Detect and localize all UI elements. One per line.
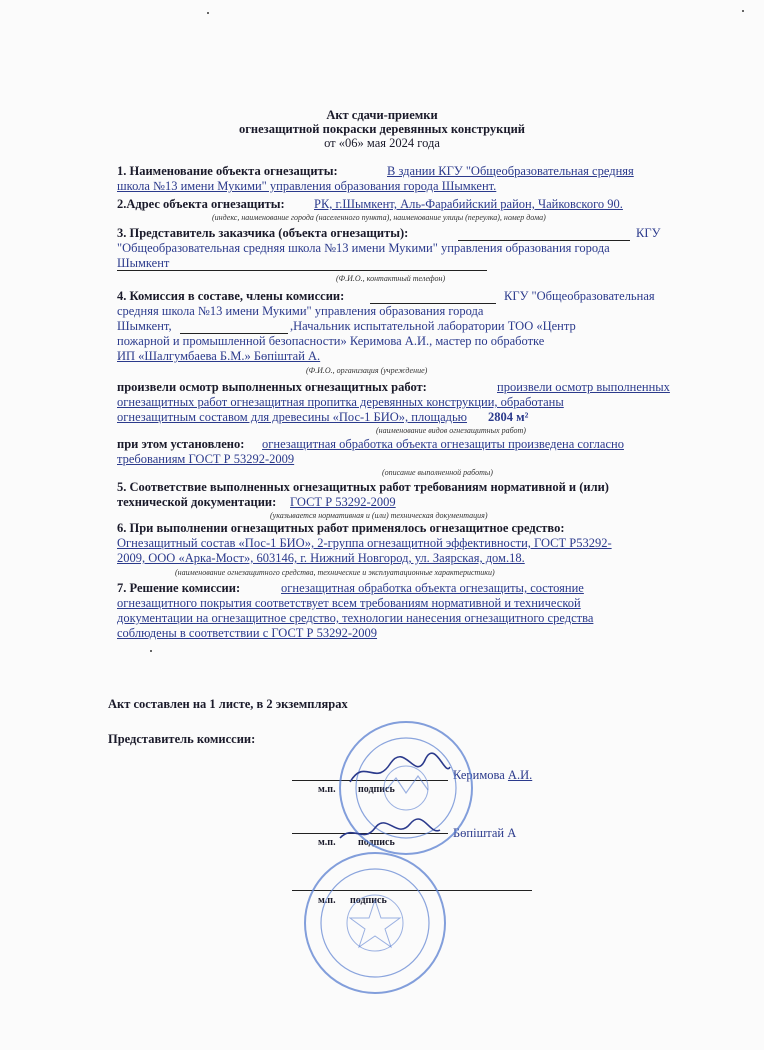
s6-note: (наименование огнезащитного средства, технические и эксплуатационные характеристики) — [175, 568, 495, 577]
s4-note: (Ф.И.О., организация (учреждение) — [306, 366, 428, 375]
inspect-value-1: произвели осмотр выполненных — [497, 380, 670, 394]
inspect-note: (наименование видов огнезащитных работ) — [376, 426, 526, 435]
inspect-label: произвели осмотр выполненных огнезащитных работ: — [117, 380, 427, 394]
s4-value-1: КГУ "Общеобразовательная — [504, 289, 655, 303]
s4-value-2: средняя школа №13 имени Мукими" управления образования города — [117, 304, 484, 318]
signer-2-mp: м.п. — [318, 837, 336, 848]
ip-stamp-seal — [300, 848, 450, 998]
signer-3-sig-label: подпись — [350, 895, 387, 906]
signature-1-icon — [345, 752, 455, 792]
s5-note: (указывается нормативная и (или) техническая документация) — [270, 511, 488, 520]
s5-label-2: технической документации: — [117, 495, 277, 509]
s1-value-2: школа №13 имени Мукими" управления образования города Шымкент. — [117, 179, 497, 193]
s3-value-2: "Общеобразовательная средняя школа №13 имени Мукими" управления образования города — [117, 241, 610, 255]
doc-subtitle: огнезащитной покраски деревянных конструкций — [239, 122, 525, 136]
s2-value: РК, г.Шымкент, Аль-Фарабийский район, Чайковского 90. — [314, 197, 623, 211]
signer-1-name-a: Керимова — [453, 768, 505, 782]
s4-value-5: ИП «Шалгумбаева Б.М.» Бөпiштай А. — [117, 349, 321, 363]
s3-label: 3. Представитель заказчика (объекта огнезащиты): — [117, 226, 409, 240]
signature-2-icon — [335, 814, 445, 848]
scan-speck — [742, 10, 744, 12]
copies-note: Акт составлен на 1 листе, в 2 экземплярах — [108, 697, 348, 711]
s3-value-1: КГУ — [636, 226, 661, 240]
found-note: (описание выполненной работы) — [382, 468, 493, 477]
s7-value-1: огнезащитная обработка объекта огнезащиты, состояние — [281, 581, 584, 595]
s4-value-4: пожарной и промышленной безопасности» Керимова А.И., мастер по обработке — [117, 334, 545, 348]
s4-label: 4. Комиссия в составе, члены комиссии: — [117, 289, 345, 303]
inspect-value-3: огнезащитным составом для древесины «Пос-1 БИО», площадью — [117, 410, 468, 424]
found-label: при этом установлено: — [117, 437, 245, 451]
scan-speck — [207, 12, 209, 14]
s2-note: (индекс, наименование города (населенного пункта), наименование улицы (переулка), номер дома) — [212, 213, 546, 222]
s7-value-3: документации на огнезащитное средство, технологии нанесения огнезащитного средства — [117, 611, 594, 625]
signer-1-mp: м.п. — [318, 784, 336, 795]
s6-label: 6. При выполнении огнезащитных работ применялось огнезащитное средство: — [117, 521, 565, 535]
doc-title: Акт сдачи-приемки — [326, 108, 438, 122]
s4-value-3a: Шымкент, — [117, 319, 172, 333]
signer-2-sig-label: подпись — [358, 837, 395, 848]
s3-underline — [117, 270, 487, 271]
signer-1-name-b: А.И. — [507, 768, 533, 782]
s4-value-3b: ,Начальник испытательной лаборатории ТОО «Центр — [290, 319, 576, 333]
rep-label: Представитель комиссии: — [108, 732, 256, 746]
s7-value-4: соблюдены в соответствии с ГОСТ Р 53292-2009 — [117, 626, 378, 640]
s3-value-3: Шымкент — [117, 256, 170, 270]
s1-label: 1. Наименование объекта огнезащиты: — [117, 164, 338, 178]
found-value-2: требованиям ГОСТ Р 53292-2009 — [117, 452, 295, 466]
s7-label: 7. Решение комиссии: — [117, 581, 241, 595]
signer-2-name: Бөпiштай А — [453, 826, 517, 840]
s3-note: (Ф.И.О., контактный телефон) — [336, 274, 446, 283]
doc-date: от «06» мая 2024 года — [324, 136, 440, 150]
signer-1-sig-label: подпись — [358, 784, 395, 795]
s5-label-1: 5. Соответствие выполненных огнезащитных работ требованиям нормативной и (или) — [117, 480, 609, 494]
s6-value-1: Огнезащитный состав «Пос-1 БИО», 2-группа огнезащитной эффективности, ГОСТ Р53292- — [117, 536, 612, 550]
s6-value-2: 2009, ООО «Арка-Мост», 603146, г. Нижний Новгород, ул. Заярская, дом.18. — [117, 551, 525, 565]
s5-value: ГОСТ Р 53292-2009 — [290, 495, 396, 509]
s2-label: 2.Адрес объекта огнезащиты: — [117, 197, 285, 211]
found-value-1: огнезащитная обработка объекта огнезащиты произведена согласно — [262, 437, 624, 451]
s1-value-1: В здании КГУ "Общеобразовательная средняя — [387, 164, 634, 178]
signer-3-mp: м.п. — [318, 895, 336, 906]
inspect-area: 2804 м² — [488, 410, 529, 424]
scan-speck — [150, 650, 152, 652]
s7-value-2: огнезащитного покрытия соответствует всем требованиям нормативной и технической — [117, 596, 581, 610]
inspect-value-2: огнезащитных работ огнезащитная пропитка деревянных конструкции, обработаны — [117, 395, 564, 409]
